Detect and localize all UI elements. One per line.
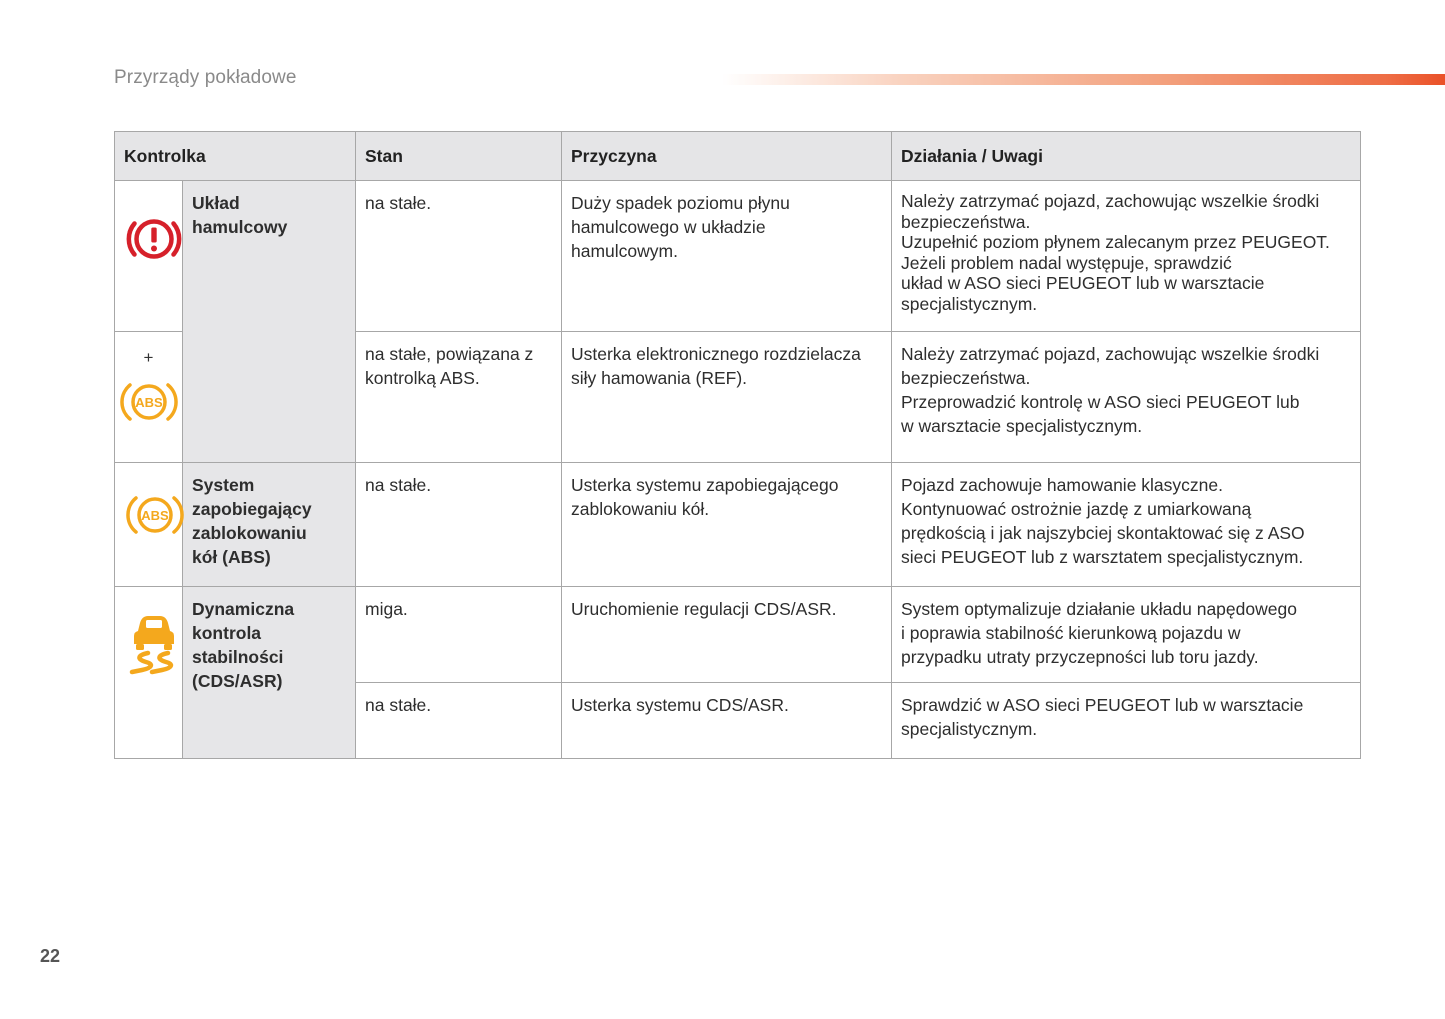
- table-row: [115, 587, 1361, 683]
- table-header-row: [115, 132, 1361, 181]
- brake-dzialania-2: [892, 332, 1361, 463]
- text-line: hamulcowego w układzie: [571, 217, 766, 237]
- abs-system-name: [183, 463, 356, 587]
- abs-warning-icon: [118, 376, 180, 428]
- text-line: Należy zatrzymać pojazd, zachowując wszelkie środki: [901, 191, 1320, 211]
- text-line: specjalistycznym.: [901, 293, 1038, 314]
- header-dzialania: Działania / Uwagi: [892, 132, 1361, 181]
- text-line: Pojazd zachowuje hamowanie klasyczne.: [901, 475, 1223, 495]
- brake-stan-1: na stałe.: [356, 181, 562, 332]
- text-line: bezpieczeństwa.: [901, 368, 1031, 388]
- section-title: Przyrządy pokładowe: [114, 67, 297, 88]
- page-number: 22: [40, 946, 61, 966]
- brake-dzialania-1: [892, 181, 1361, 332]
- header-kontrolka: Kontrolka: [115, 132, 356, 181]
- cds-dzialania-2: [892, 683, 1361, 759]
- cds-przyczyna-1: Uruchomienie regulacji CDS/ASR.: [562, 587, 892, 683]
- text-line: Uzupełnić poziom płynem zalecanym przez PEUGEOT.: [901, 232, 1330, 252]
- abs-stan: na stałe.: [356, 463, 562, 587]
- text-line: Kontynuować ostrożnie jazdę z umiarkowaną: [901, 499, 1252, 519]
- text-line: zapobiegający: [192, 499, 312, 519]
- text-line: i poprawia stabilność kierunkową pojazdu w: [901, 623, 1241, 643]
- abs-warning-icon: [124, 489, 186, 541]
- brake-icon-cell: [115, 181, 183, 332]
- svg-text:ABS: ABS: [141, 508, 169, 523]
- text-line: Usterka systemu zapobiegającego: [571, 475, 839, 495]
- text-line: przypadku utraty przyczepności lub toru jazdy.: [901, 647, 1259, 667]
- text-line: w warsztacie specjalistycznym.: [901, 416, 1143, 436]
- abs-przyczyna: [562, 463, 892, 587]
- cds-stan-1: miga.: [356, 587, 562, 683]
- text-line: bezpieczeństwa.: [901, 211, 1031, 232]
- text-line: specjalistycznym.: [901, 719, 1038, 739]
- text-line: kontrolką ABS.: [365, 368, 480, 388]
- text-line: Dynamiczna: [192, 599, 295, 619]
- text-line: kontrola: [192, 623, 262, 643]
- abs-icon-cell: [115, 463, 183, 587]
- table-row: [115, 181, 1361, 332]
- cds-icon-cell: [115, 587, 183, 759]
- text-line: (CDS/ASR): [192, 671, 283, 691]
- brake-name-line: hamulcowy: [192, 217, 288, 237]
- brake-abs-icon-cell: [115, 332, 183, 463]
- abs-dzialania: [892, 463, 1361, 587]
- brake-system-name: [183, 181, 356, 463]
- warning-lights-table: [114, 131, 1361, 759]
- cds-system-name: [183, 587, 356, 759]
- text-line: Sprawdzić w ASO sieci PEUGEOT lub w warsztacie: [901, 695, 1304, 715]
- stability-control-icon: [124, 611, 184, 675]
- svg-text:ABS: ABS: [134, 395, 163, 410]
- text-line: na stałe, powiązana z: [365, 344, 534, 364]
- text-line: prędkością i jak najszybciej skontaktować się z ASO: [901, 523, 1305, 543]
- plus-sign: +: [143, 348, 154, 367]
- header-przyczyna: Przyczyna: [562, 132, 892, 181]
- text-line: Duży spadek poziomu płynu: [571, 193, 790, 213]
- header-stan: Stan: [356, 132, 562, 181]
- brake-przyczyna-2: [562, 332, 892, 463]
- text-line: stabilności: [192, 647, 284, 667]
- cds-dzialania-1: [892, 587, 1361, 683]
- cds-stan-2: na stałe.: [356, 683, 562, 759]
- text-line: Usterka elektronicznego rozdzielacza: [571, 344, 861, 364]
- text-line: hamulcowym.: [571, 241, 678, 261]
- brake-warning-icon: [124, 209, 184, 269]
- text-line: siły hamowania (REF).: [571, 368, 748, 388]
- text-line: System optymalizuje działanie układu napędowego: [901, 599, 1297, 619]
- text-line: Należy zatrzymać pojazd, zachowując wszelkie środki: [901, 344, 1320, 364]
- text-line: sieci PEUGEOT lub z warsztatem specjalistycznym.: [901, 547, 1304, 567]
- text-line: kół (ABS): [192, 547, 271, 567]
- text-line: Przeprowadzić kontrolę w ASO sieci PEUGEOT lub: [901, 392, 1300, 412]
- text-line: zablokowaniu: [192, 523, 307, 543]
- table-row: [115, 463, 1361, 587]
- cds-przyczyna-2: Usterka systemu CDS/ASR.: [562, 683, 892, 759]
- text-line: System: [192, 475, 255, 495]
- brake-name-line: Układ: [192, 193, 240, 213]
- brake-przyczyna-1: [562, 181, 892, 332]
- header-accent-bar: [722, 74, 1445, 85]
- brake-stan-2: [356, 332, 562, 463]
- text-line: układ w ASO sieci PEUGEOT lub w warsztacie: [901, 273, 1265, 293]
- text-line: zablokowaniu kół.: [571, 499, 710, 519]
- text-line: Jeżeli problem nadal występuje, sprawdzić: [901, 252, 1232, 273]
